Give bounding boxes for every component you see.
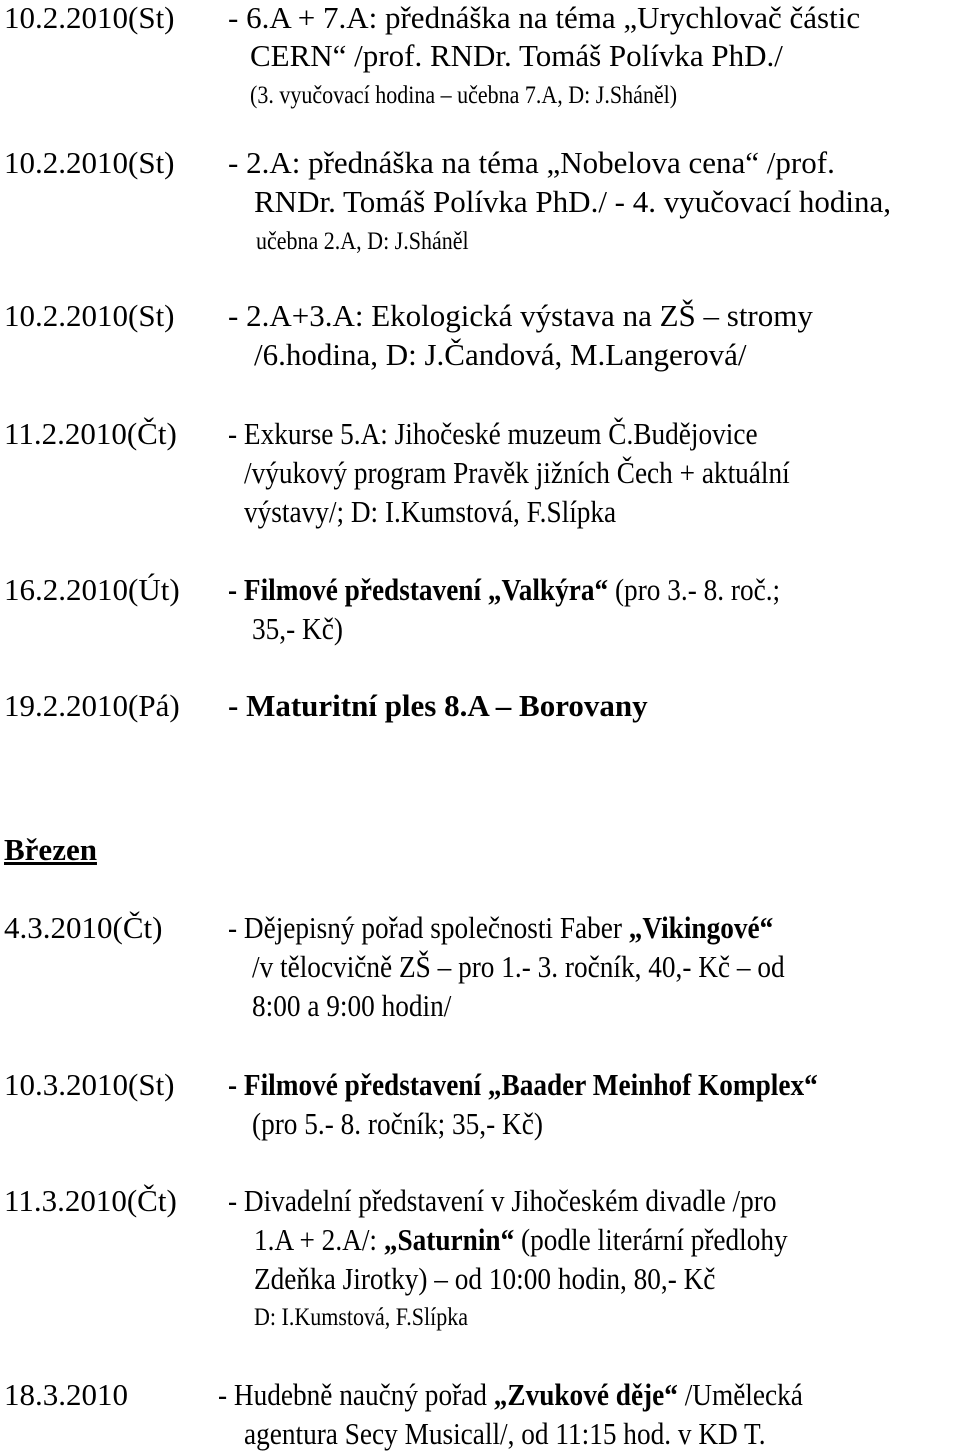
event-description-line [228,145,835,181]
line-text [218,1377,803,1413]
line-text [252,1106,543,1142]
text-run: (pro 3.- 8. roč.; [608,572,781,607]
line-text [254,1261,715,1297]
line-text [228,910,773,946]
event-description-line [250,38,783,74]
text-run: - Divadelní představení v Jihočeském divadle /pro [228,1183,777,1218]
event-date: 10.2.2010(St) [4,0,175,35]
line-text [250,38,783,73]
event-description-line [218,1377,883,1413]
line-text [228,572,780,608]
event-description-line [254,1303,497,1333]
text-run: výstavy/; D: I.Kumstová, F.Slípka [244,494,617,529]
line-text [252,949,785,985]
emphasized-text: - Filmové představení „Valkýra“ [228,572,609,607]
text-run: - 6.A + 7.A: přednáška na téma „Urychlovač částic [228,0,861,35]
event-date: 4.3.2010(Čt) [4,910,163,945]
event-date: 11.2.2010(Čt) [4,416,177,451]
event-description-line [252,1106,583,1142]
text-run: učebna 2.A, D: J.Sháněl [256,228,469,255]
event-description-line [228,298,813,334]
event-date: 11.3.2010(Čt) [4,1183,177,1218]
emphasized-text: „Vikingové“ [628,910,774,945]
text-run: - Hudebně naučný pořad [218,1377,494,1412]
event-date: 19.2.2010(Pá) [4,688,180,723]
text-run: (podle literární předlohy [514,1222,788,1257]
line-text [244,1416,766,1452]
event-description-line [252,611,355,647]
emphasized-text: „Zvukové děje“ [493,1377,678,1412]
event-date: 10.2.2010(St) [4,145,175,180]
text-run: /v tělocvičně ZŠ – pro 1.- 3. ročník, 40,- Kč – od [252,949,785,984]
event-description-line [252,949,857,985]
line-text [254,184,891,219]
event-description-line [250,81,735,111]
line-text [254,1222,788,1258]
text-run: - 2.A: přednáška na téma „Nobelova cena“ /prof. [228,145,835,180]
text-run: /výukový program Pravěk jižních Čech + aktuální [244,455,790,490]
event-description-line [244,1416,837,1452]
text-run: D: I.Kumstová, F.Slípka [254,1304,468,1331]
month-heading-march: Březen [4,832,97,867]
text-run: Zdeňka Jirotky) – od 10:00 hodin, 80,- Kč [254,1261,716,1296]
event-description-line [228,0,860,36]
text-run: agentura Secy Musicall/, od 11:15 hod. v KD T. [244,1416,766,1451]
line-text [244,494,616,530]
line-text [256,227,469,257]
event-date: 10.2.2010(St) [4,298,175,333]
text-run: (3. vyučovací hodina – učebna 7.A, D: J.Sháněl) [250,82,678,109]
text-run: - Exkurse 5.A: Jihočeské muzeum Č.Budějovice [228,416,758,451]
line-text [250,81,677,111]
text-run: 35,- Kč) [252,611,343,646]
line-text [228,0,860,35]
text-run: RNDr. Tomáš Polívka PhD./ - 4. vyučovací hodina, [254,184,892,219]
event-description-line [244,494,667,530]
text-run: /6.hodina, D: J.Čandová, M.Langerová/ [254,337,747,372]
event-description-line [254,1222,860,1258]
line-text [254,337,746,372]
line-text [254,1303,468,1333]
line-text [228,298,813,333]
event-date: 16.2.2010(Út) [4,572,180,607]
text-run: - Dějepisný pořad společnosti Faber [228,910,629,945]
text-run: 1.A + 2.A/: [254,1222,384,1257]
text-run: - 2.A+3.A: Ekologická výstava na ZŠ – stromy [228,298,813,333]
event-description-line [244,455,864,491]
line-text [228,145,835,180]
event-description-line [252,988,478,1024]
line-text [228,1067,818,1103]
line-text [252,988,451,1024]
event-description-line [228,688,648,724]
event-description-line [228,572,855,608]
line-text [228,688,648,723]
event-description-line [256,227,498,257]
event-date: 10.3.2010(St) [4,1067,175,1102]
text-run: /Umělecká [677,1377,803,1412]
event-description-line [228,1067,898,1103]
emphasized-text: „Saturnin“ [383,1222,515,1257]
text-run: (pro 5.- 8. ročník; 35,- Kč) [252,1106,543,1141]
event-description-line [228,416,830,452]
event-description-line [254,337,746,373]
event-date: 18.3.2010 [4,1377,128,1412]
event-description-line [254,1261,778,1297]
emphasized-text: - Maturitní ples 8.A – Borovany [228,688,648,723]
text-run: 8:00 a 9:00 hodin/ [252,988,452,1023]
line-text [252,611,343,647]
emphasized-text: - Filmové představení „Baader Meinhof Komplex“ [228,1067,818,1102]
text-run: CERN“ /prof. RNDr. Tomáš Polívka PhD./ [250,38,783,73]
event-description-line [228,1183,851,1219]
event-description-line [254,184,891,220]
line-text [228,416,758,452]
line-text [228,1183,776,1219]
event-description-line [228,910,848,946]
line-text [244,455,790,491]
